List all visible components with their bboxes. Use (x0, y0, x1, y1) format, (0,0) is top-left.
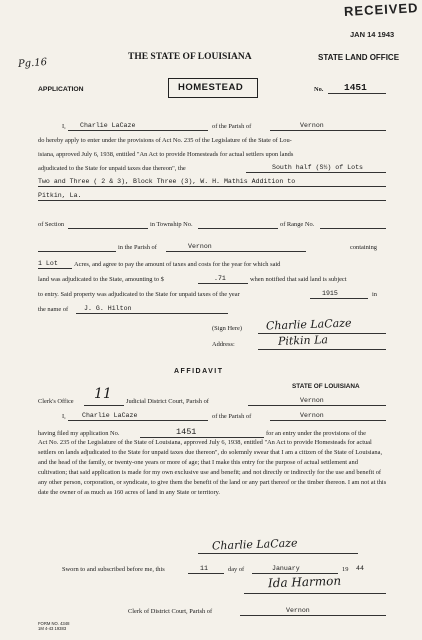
day-of-label: day of (228, 566, 245, 573)
form-number (38, 621, 69, 631)
section-label: of Section (38, 221, 65, 228)
i-label: I, (62, 123, 66, 130)
number-label: No. (314, 86, 324, 93)
affidavit-signature: Charlie LaCaze (211, 536, 298, 553)
acres-value: 1 Lot (38, 260, 58, 267)
aff-parish: Vernon (300, 397, 324, 404)
aff-signature-underline (198, 553, 358, 554)
range-label: of Range No. (280, 221, 315, 228)
aff-of-parish-label: of the Parish of (212, 413, 252, 420)
affidavit-heading: AFFIDAVIT (174, 368, 224, 375)
clerk-of-label: Clerk of District Court, Parish of (128, 608, 213, 615)
amount-value: .71 (214, 275, 226, 282)
land-description-2: Two and Three ( 2 & 3), Block Three (3), W. H. Mathis Addition to (38, 178, 296, 185)
desc1-underline (246, 172, 386, 173)
form-number-line-1: FORM NO. 4348 (38, 621, 70, 626)
clerk-signature-underline (244, 593, 386, 594)
address-label: Address: (212, 341, 235, 348)
sworn-month: January (272, 565, 300, 572)
district-underline (84, 405, 124, 406)
year-prefix: 19 (342, 566, 349, 573)
body-line-3: isiana, approved July 6, 1938, entitled "An Act to provide Homesteads for actual settlers upon lands (38, 151, 294, 158)
received-stamp-date: JAN 14 1943 (350, 30, 395, 39)
range-underline (320, 228, 386, 229)
application-number: 1451 (344, 82, 367, 93)
aff-name: Charlie LaCaze (82, 412, 138, 419)
applicant-signature: Charlie LaCaze (265, 316, 352, 333)
desc2-underline (38, 186, 386, 187)
parish-underline (270, 130, 386, 131)
amount-underline (198, 283, 248, 284)
former-owner: J. G. Hilton (84, 305, 132, 312)
land-office-title: STATE LAND OFFICE (318, 53, 400, 62)
in-parish-label: in the Parish of (118, 244, 157, 251)
body-line-2: do hereby apply to enter under the provisions of Act No. 235 of the Legislature of the State of Lou- (38, 137, 292, 144)
township-underline (198, 228, 278, 229)
land-adjudicated-text: land was adjudicated to the State, amounting to $ (38, 276, 164, 283)
year-suffix: 44 (356, 565, 364, 572)
former-owner-underline (76, 313, 228, 314)
day-underline (188, 573, 224, 574)
clerks-office-label: Clerk's Office (38, 398, 74, 405)
sworn-day: 11 (200, 565, 208, 572)
year-underline (310, 298, 368, 299)
application-label: APPLICATION (38, 86, 84, 93)
margin-note: Pg.16 (17, 57, 48, 70)
township-label: in Township No. (150, 221, 193, 228)
aff-name-underline (68, 420, 208, 421)
name-of-label: the name of (38, 306, 69, 313)
in-label: in (372, 291, 377, 298)
when-notified-text: when notified that said land is subject (250, 276, 347, 283)
address-value: Pitkin La (277, 333, 329, 348)
received-stamp (343, 0, 419, 54)
state-title: THE STATE OF LOUISIANA (128, 52, 252, 62)
for-entry-label: for an entry under the provisions of the (266, 430, 366, 437)
parish2-underline (166, 251, 306, 252)
of-parish-label: of the Parish of (212, 123, 252, 130)
aff-parish2: Vernon (300, 412, 324, 419)
prefix-underline (38, 251, 116, 252)
parish2-value: Vernon (188, 243, 212, 250)
clerk-parish: Vernon (286, 607, 310, 614)
entry-text: to entry. Said property was adjudicated to the State for unpaid taxes of the year (38, 291, 240, 298)
aff-i-label: I, (62, 413, 66, 420)
jdc-label: Judicial District Court, Parish of (126, 398, 209, 405)
sworn-text: Sworn to and subscribed before me, this (62, 566, 165, 573)
affidavit-text: Act No. 235 of the Legislature of the State of Louisiana, approved July 6, 1938, entitled "An Act to provide Homesteads for actual settlers on lands adjudicated to the State for unpaid taxes due thereon", do solemnly swear that I am a citizen of the State of Louisiana, and the head of the family, or twenty-one years or more of age; that I make this entry for the purpose of actual settlement and cultivation; that said application is made for my own exclusive use and benefit; and not directly or indirectly for the use and benefit of any other person, corporation, or syndicate, to give them the benefit of the land or any part thereof or the timber thereon. I am not at this date the owner of as much as 160 acres of land in any State or territory. (38, 439, 387, 496)
clerk-parish-underline (240, 615, 386, 616)
district-number: 11 (94, 386, 112, 402)
having-filed-label: having filed my application No. (38, 430, 120, 437)
affidavit-state: STATE OF LOUISIANA (292, 383, 360, 390)
homestead-label: HOMESTEAD (178, 82, 244, 93)
sign-here-label: (Sign Here) (212, 325, 242, 332)
containing-label: containing (350, 244, 377, 251)
form-number-line-2: 1M 4-43 19383 (38, 626, 67, 631)
tax-year: 1915 (322, 290, 338, 297)
received-stamp-text: RECEIVED (343, 0, 419, 19)
land-description-1: South half (S½) of Lots (272, 164, 364, 171)
acres-text: Acres, and agree to pay the amount of taxes and costs for the year for which said (74, 261, 281, 268)
land-description-3: Pitkin, La. (38, 192, 82, 199)
aff-app-number: 1451 (176, 427, 197, 437)
section-underline (68, 228, 148, 229)
aff-parish-underline (248, 405, 386, 406)
applicant-underline (68, 130, 208, 131)
address-underline (258, 349, 386, 350)
acres-underline (38, 268, 72, 269)
clerk-signature: Ida Harmon (267, 573, 342, 591)
body-line-4: adjudicated to the State for unpaid taxes due thereon", the (38, 165, 186, 172)
parish-value: Vernon (300, 122, 324, 129)
aff-parish2-underline (270, 420, 386, 421)
desc3-underline (38, 200, 386, 201)
applicant-name: Charlie LaCaze (80, 122, 136, 129)
number-underline (328, 93, 386, 94)
